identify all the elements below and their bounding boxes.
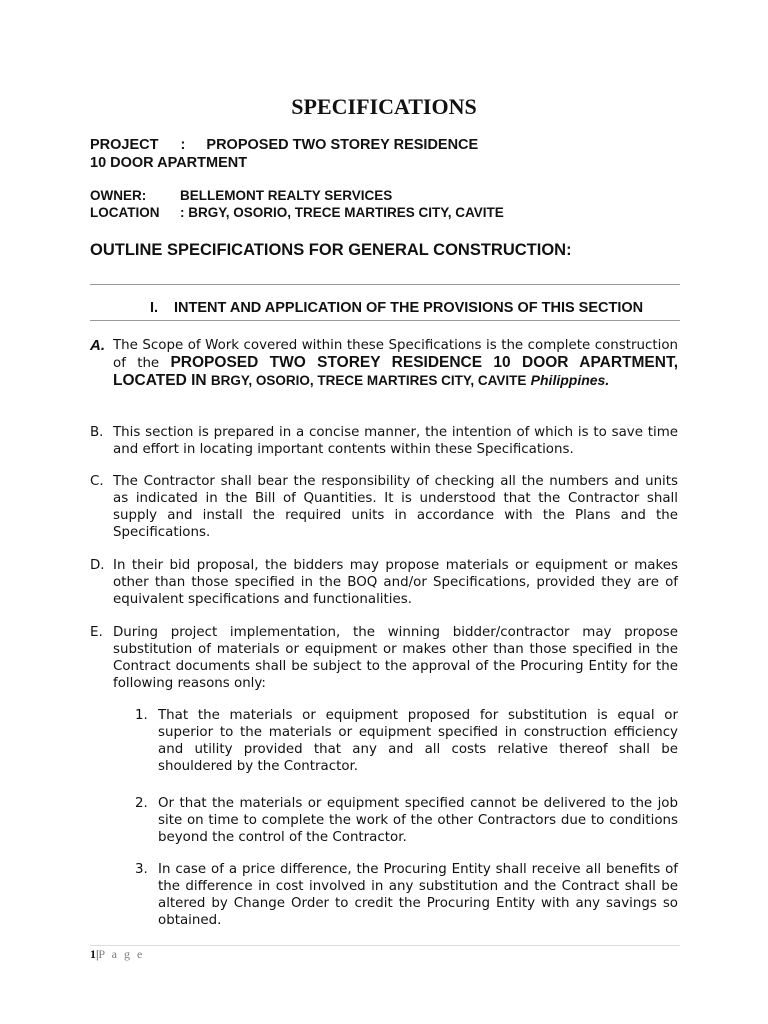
sub-item-label: 3. [135,862,148,877]
project-line-2: 10 DOOR APARTMENT [90,155,248,171]
project-block [90,136,478,172]
list-item-b [90,424,678,458]
item-text: The Scope of Work covered within these Specifications is the complete construction of the [113,338,678,371]
location-value: : BRGY, OSORIO, TRECE MARTIRES CITY, CAVITE [180,205,504,220]
item-label: C. [90,474,104,489]
list-item-c [90,473,678,541]
section-bottom-rule [90,320,680,321]
item-label: E. [90,625,103,640]
project-separator: : [180,137,186,153]
sub-item-2 [135,795,678,846]
sub-item-text: Or that the materials or equipment specified cannot be delivered to the job site on time to complete the work of the other Contractors due to conditions beyond the control of the Contractor. [158,796,678,845]
item-text: In their bid proposal, the bidders may propose materials or equipment or makes other than those specified in the BOQ and/or Specifications, provided they are of equivalent specifications and functionalities. [113,558,678,607]
list-item-a [90,337,678,390]
project-label: PROJECT [90,137,159,153]
sub-item-label: 2. [135,796,148,811]
sub-item-1 [135,707,678,775]
page-title: SPECIFICATIONS [291,94,477,119]
page-number: 1 [90,947,96,961]
owner-label: OWNER: [90,188,147,203]
project-name: PROPOSED TWO STOREY RESIDENCE [206,137,479,153]
outline-title: OUTLINE SPECIFICATIONS FOR GENERAL CONSTRUCTION: [90,241,572,259]
section-number: I. [150,300,159,316]
item-text: This section is prepared in a concise manner, the intention of which is to save time and effort in locating important contents within these Specifications. [113,425,678,457]
item-body [113,337,678,390]
item-bold-location: BRGY, OSORIO, TRECE MARTIRES CITY, CAVITE [210,373,527,388]
item-bold-project: PROPOSED TWO STOREY RESIDENCE 10 DOOR APARTMENT, LOCATED IN [113,354,679,389]
owner-line [90,187,504,204]
section-title: INTENT AND APPLICATION OF THE PROVISIONS OF THIS SECTION [174,300,644,316]
list-item-e [90,624,678,692]
location-label: LOCATION [90,205,160,220]
item-text: During project implementation, the winning bidder/contractor may propose substitution of materials or equipment or makes other than those specified in the Contract documents shall be subject to the approval of the Procuring Entity for the following reasons only: [113,625,678,691]
sub-item-3 [135,861,678,929]
item-label: D. [90,558,105,573]
item-bold-country: Philippines. [530,372,610,388]
item-label: A. [90,337,105,354]
sub-item-label: 1. [135,708,148,723]
item-text: The Contractor shall bear the responsibility of checking all the numbers and units as indicated in the Bill of Quantities. It is understood that the Contractor shall supply and install the required units in accordance with the Plans and the Specifications. [113,474,678,540]
owner-block [90,187,504,221]
project-line [90,136,478,154]
section-heading [150,300,643,316]
item-label: B. [90,425,104,440]
footer-separator: | [96,947,99,961]
page-label: P a g e [98,947,145,961]
owner-value: BELLEMONT REALTY SERVICES [180,188,393,203]
list-item-d [90,557,678,608]
location-line [90,204,504,221]
sub-item-text: That the materials or equipment proposed for substitution is equal or superior to the materials or equipment specified in construction efficiency and utility provided that any and all costs relative thereof shall be shouldered by the Contractor. [158,708,678,774]
section-top-rule [90,284,680,285]
sub-item-text: In case of a price difference, the Procuring Entity shall receive all benefits of the difference in cost involved in any substitution and the Contract shall be altered by Change Order to credit the Procuring Entity with any savings so obtained. [158,862,678,928]
page-footer [90,947,144,962]
footer-rule [90,945,680,946]
